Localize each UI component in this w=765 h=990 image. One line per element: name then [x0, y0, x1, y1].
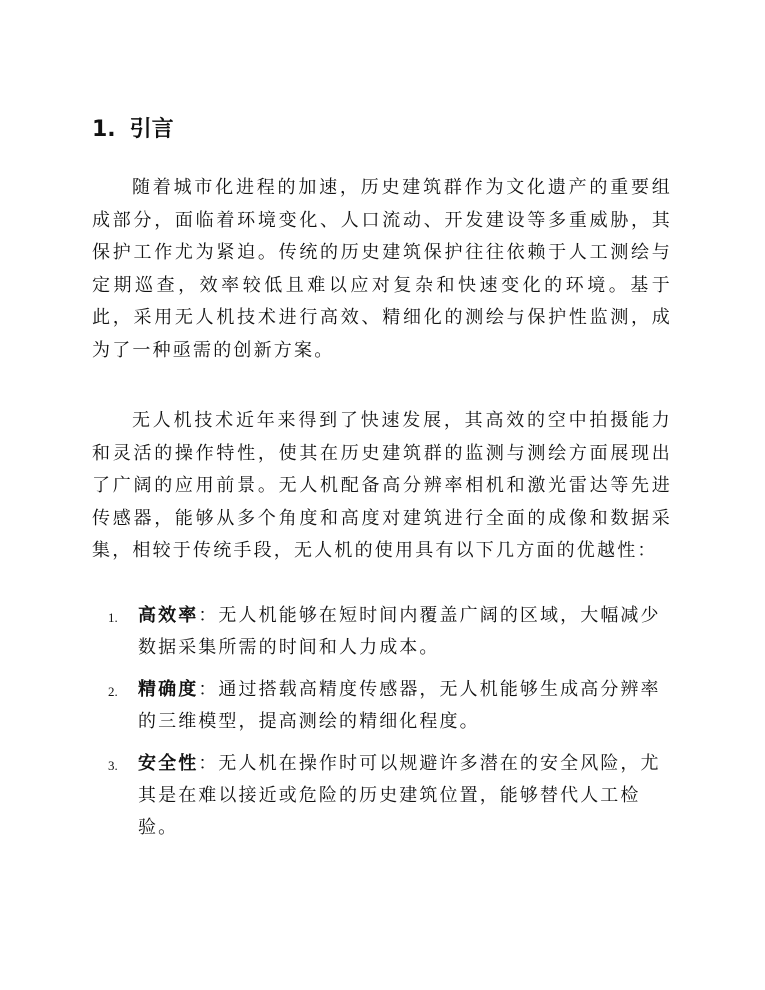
list-item-efficiency — [108, 600, 678, 664]
list-item-label: 精确度 — [138, 679, 199, 700]
list-item-separator: ： — [198, 679, 219, 700]
intro-paragraph-1: 随着城市化进程的加速，历史建筑群作为文化遗产的重要组成部分，面临着环境变化、人口流动、开发建设等多重威胁，其保护工作尤为紧迫。传统的历史建筑保护往往依赖于人工测绘与定期巡查，效率较低且难以应对复杂和快速变化的环境。基于此，采用无人机技术进行高效、精细化的测绘与保护性监测，成为了一种亟需的创新方案。 — [92, 177, 672, 361]
list-item-text: 通过搭载高精度传感器，无人机能够生成高分辨率的三维模型，提高测绘的精细化程度。 — [138, 679, 661, 732]
intro-paragraph-2: 无人机技术近年来得到了快速发展，其高效的空中拍摄能力和灵活的操作特性，使其在历史建筑群的监测与测绘方面展现出了广阔的应用前景。无人机配备高分辨率相机和激光雷达等先进传感器，能够从多个角度和高度对建筑进行全面的成像和数据采集，相较于传统手段，无人机的使用具有以下几方面的优越性： — [92, 410, 672, 561]
advantages-list — [108, 600, 678, 854]
list-item-text: 无人机在操作时可以规避许多潜在的安全风险，尤其是在难以接近或危险的历史建筑位置，能够替代人工检验。 — [138, 753, 661, 838]
section-heading — [92, 112, 174, 143]
section-title: 引言 — [129, 117, 174, 142]
list-item-label: 安全性 — [138, 753, 199, 774]
list-item-separator: ： — [198, 605, 219, 626]
section-number: 1. — [92, 117, 116, 142]
list-item-number: 1. — [108, 610, 118, 625]
list-item-text: 无人机能够在短时间内覆盖广阔的区域，大幅减少数据采集所需的时间和人力成本。 — [138, 605, 661, 658]
list-item-label: 高效率 — [138, 605, 199, 626]
list-item-separator: ： — [198, 753, 219, 774]
list-item-precision — [108, 674, 678, 738]
list-item-number: 3. — [108, 758, 118, 773]
list-item-safety — [108, 748, 678, 844]
list-item-number: 2. — [108, 684, 118, 699]
